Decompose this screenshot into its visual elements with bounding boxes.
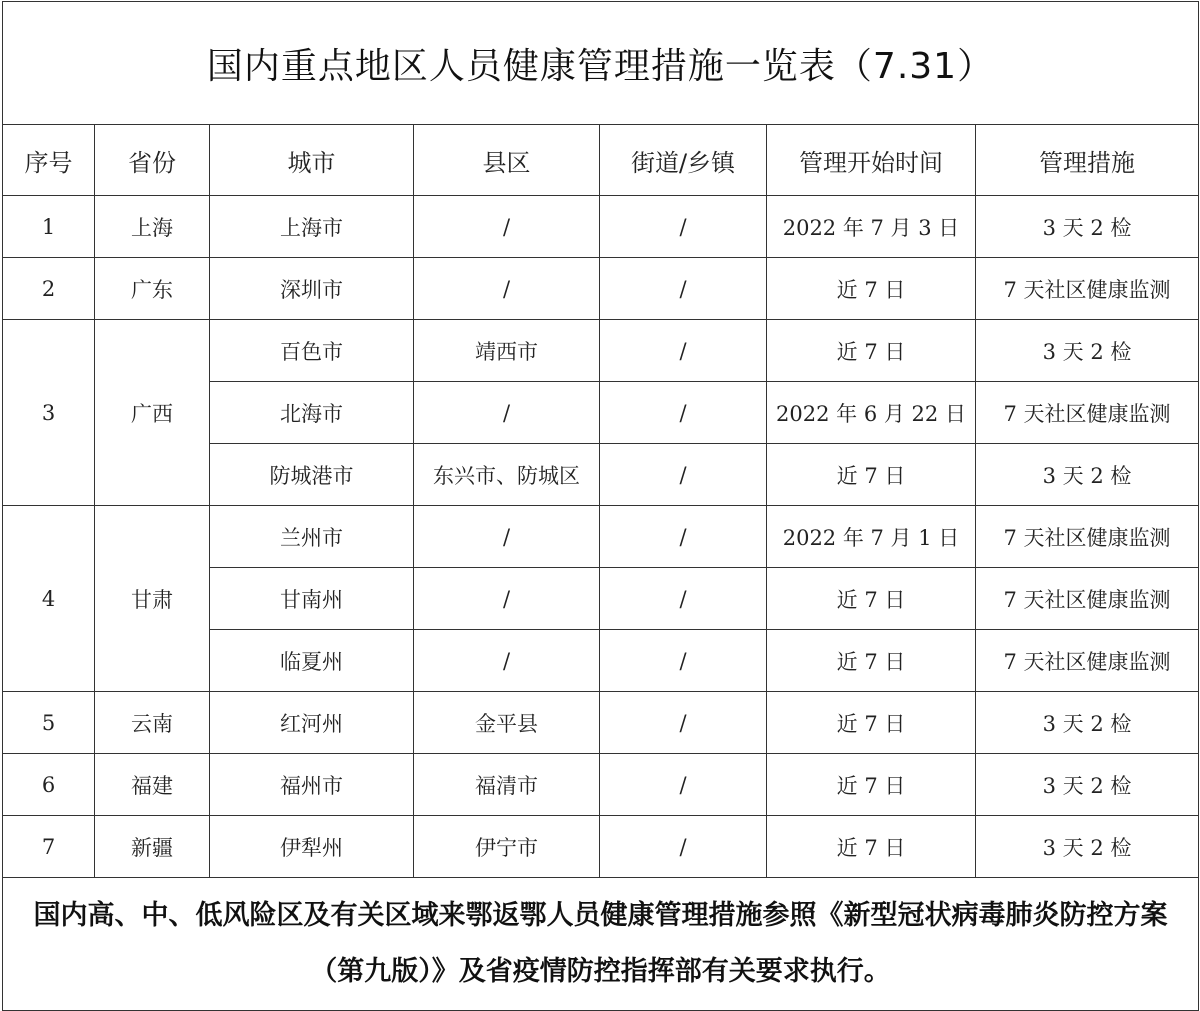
cell-start-time: 近 7 日	[767, 320, 976, 382]
cell-province: 上海	[95, 196, 210, 258]
cell-district: 伊宁市	[414, 816, 600, 878]
cell-start-time: 近 7 日	[767, 754, 976, 816]
cell-street: /	[600, 692, 767, 754]
cell-street: /	[600, 444, 767, 506]
header-province: 省份	[95, 125, 210, 196]
cell-street: /	[600, 816, 767, 878]
cell-measure: 3 天 2 检	[976, 444, 1199, 506]
cell-city: 深圳市	[210, 258, 414, 320]
cell-seq: 1	[3, 196, 95, 258]
cell-city: 伊犁州	[210, 816, 414, 878]
header-district: 县区	[414, 125, 600, 196]
cell-measure: 7 天社区健康监测	[976, 258, 1199, 320]
cell-street: /	[600, 630, 767, 692]
header-seq: 序号	[3, 125, 95, 196]
cell-district: /	[414, 258, 600, 320]
cell-city: 兰州市	[210, 506, 414, 568]
cell-seq: 5	[3, 692, 95, 754]
cell-city: 临夏州	[210, 630, 414, 692]
footer-note: 国内高、中、低风险区及有关区域来鄂返鄂人员健康管理措施参照《新型冠状病毒肺炎防控方案（第九版）》及省疫情防控指挥部有关要求执行。	[3, 878, 1199, 1011]
cell-start-time: 近 7 日	[767, 816, 976, 878]
cell-street: /	[600, 196, 767, 258]
cell-measure: 3 天 2 检	[976, 692, 1199, 754]
cell-province: 福建	[95, 754, 210, 816]
cell-measure: 7 天社区健康监测	[976, 506, 1199, 568]
table-row	[3, 506, 1199, 568]
header-city: 城市	[210, 125, 414, 196]
cell-district: /	[414, 506, 600, 568]
cell-start-time: 近 7 日	[767, 630, 976, 692]
table-row	[3, 692, 1199, 754]
cell-measure: 3 天 2 检	[976, 320, 1199, 382]
table-row	[3, 816, 1199, 878]
cell-province: 云南	[95, 692, 210, 754]
cell-measure: 7 天社区健康监测	[976, 630, 1199, 692]
cell-district: /	[414, 630, 600, 692]
cell-start-time: 近 7 日	[767, 568, 976, 630]
cell-seq: 6	[3, 754, 95, 816]
cell-street: /	[600, 258, 767, 320]
cell-city: 上海市	[210, 196, 414, 258]
cell-city: 福州市	[210, 754, 414, 816]
table-body	[3, 196, 1199, 878]
cell-city: 甘南州	[210, 568, 414, 630]
cell-street: /	[600, 568, 767, 630]
cell-seq: 2	[3, 258, 95, 320]
cell-start-time: 近 7 日	[767, 258, 976, 320]
cell-province: 广东	[95, 258, 210, 320]
cell-district: 靖西市	[414, 320, 600, 382]
table-title: 国内重点地区人员健康管理措施一览表（7.31）	[3, 2, 1199, 125]
cell-measure: 3 天 2 检	[976, 816, 1199, 878]
cell-measure: 3 天 2 检	[976, 754, 1199, 816]
cell-city: 北海市	[210, 382, 414, 444]
cell-start-time: 2022 年 7 月 3 日	[767, 196, 976, 258]
cell-seq: 4	[3, 506, 95, 692]
cell-start-time: 近 7 日	[767, 444, 976, 506]
cell-measure: 7 天社区健康监测	[976, 568, 1199, 630]
cell-city: 百色市	[210, 320, 414, 382]
cell-district: 东兴市、防城区	[414, 444, 600, 506]
cell-street: /	[600, 754, 767, 816]
table-row	[3, 754, 1199, 816]
table-row	[3, 196, 1199, 258]
cell-street: /	[600, 320, 767, 382]
cell-start-time: 2022 年 6 月 22 日	[767, 382, 976, 444]
cell-seq: 3	[3, 320, 95, 506]
document-sheet	[2, 1, 1198, 997]
health-management-table	[2, 1, 1199, 1011]
cell-city: 防城港市	[210, 444, 414, 506]
cell-district: /	[414, 568, 600, 630]
header-street: 街道/乡镇	[600, 125, 767, 196]
cell-start-time: 近 7 日	[767, 692, 976, 754]
cell-district: /	[414, 382, 600, 444]
header-row	[3, 125, 1199, 196]
cell-city: 红河州	[210, 692, 414, 754]
cell-district: 福清市	[414, 754, 600, 816]
table-row	[3, 258, 1199, 320]
cell-measure: 7 天社区健康监测	[976, 382, 1199, 444]
cell-street: /	[600, 506, 767, 568]
cell-street: /	[600, 382, 767, 444]
cell-measure: 3 天 2 检	[976, 196, 1199, 258]
header-measure: 管理措施	[976, 125, 1199, 196]
table-row	[3, 320, 1199, 382]
cell-province: 新疆	[95, 816, 210, 878]
cell-district: /	[414, 196, 600, 258]
cell-district: 金平县	[414, 692, 600, 754]
cell-province: 广西	[95, 320, 210, 506]
cell-seq: 7	[3, 816, 95, 878]
cell-province: 甘肃	[95, 506, 210, 692]
cell-start-time: 2022 年 7 月 1 日	[767, 506, 976, 568]
header-start-time: 管理开始时间	[767, 125, 976, 196]
